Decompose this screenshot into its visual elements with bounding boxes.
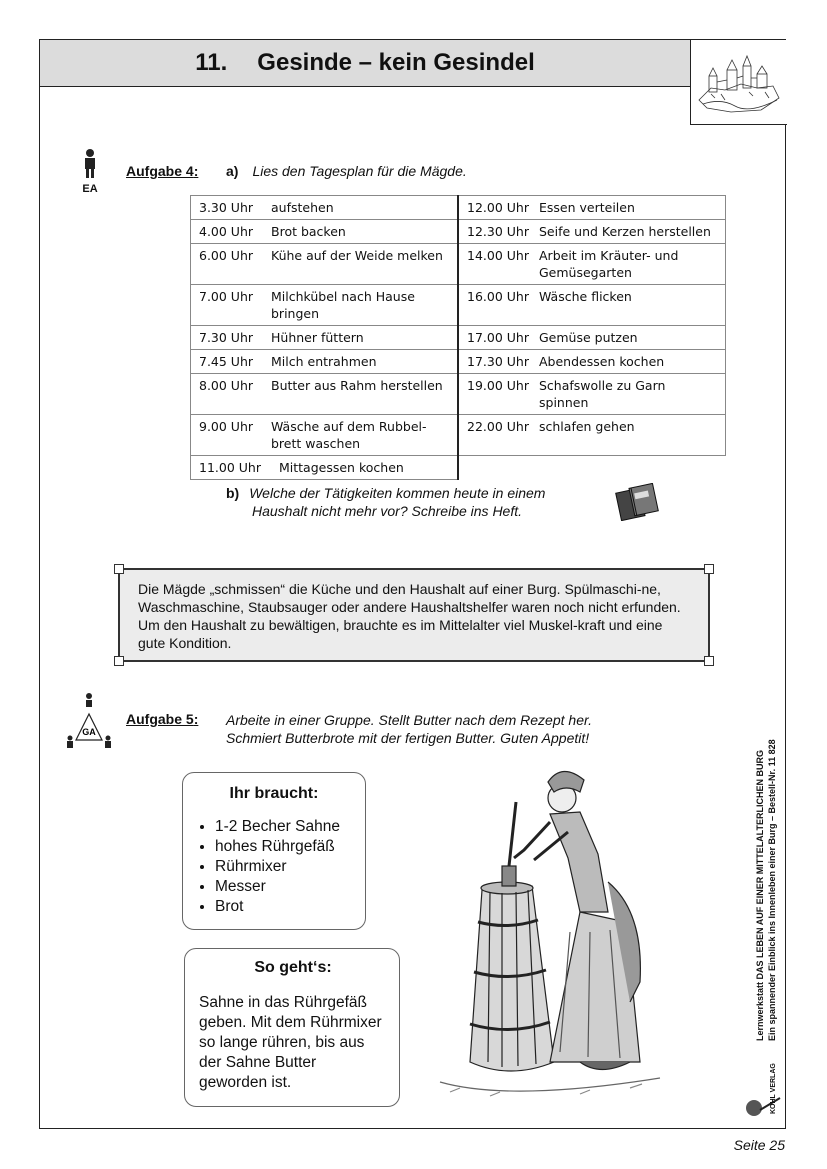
schedule-activity: Brot backen bbox=[271, 224, 346, 239]
schedule-activity: Kühe auf der Weide melken bbox=[271, 248, 443, 263]
table-row bbox=[191, 350, 726, 374]
schedule-activity: Essen verteilen bbox=[539, 200, 635, 215]
page-number: Seite 25 bbox=[733, 1137, 785, 1153]
list-item: • Messer bbox=[215, 877, 365, 897]
info-box-text: Die Mägde „schmissen“ die Küche und den Haushalt auf einer Burg. Spülmaschi-ne, Waschmaschine, Staubsauger oder andere Haushaltshelfer waren noch nicht erfunden. Um den Haushalt zu bewältigen, brauchte es im Mittelalter viel Muskel-kraft und eine gute Kondition. bbox=[138, 581, 681, 651]
schedule-activity: Wäsche auf dem Rubbel-brett waschen bbox=[271, 419, 427, 451]
schedule-activity: Hühner füttern bbox=[271, 330, 364, 345]
table-row bbox=[191, 285, 726, 326]
schedule-activity: Mittagessen kochen bbox=[279, 460, 404, 475]
schedule-time: 12.30 Uhr bbox=[467, 224, 529, 239]
schedule-time: 17.30 Uhr bbox=[467, 354, 529, 369]
table-row bbox=[191, 220, 726, 244]
instructions-text: Sahne in das Rührgefäß geben. Mit dem Rührmixer so lange rühren, bis aus der Sahne Butter geworden ist. bbox=[199, 994, 382, 1091]
schedule-time: 7.00 Uhr bbox=[199, 289, 254, 304]
task-4a-text: Lies den Tagesplan für die Mägde. bbox=[252, 163, 467, 179]
list-item: • Rührmixer bbox=[215, 857, 365, 877]
instructions-box bbox=[184, 948, 400, 1107]
schedule-time: 4.00 Uhr bbox=[199, 224, 254, 239]
individual-work-icon bbox=[78, 148, 102, 195]
schedule-activity: Milchkübel nach Hause bringen bbox=[271, 289, 415, 321]
schedule-activity: Butter aus Rahm herstellen bbox=[271, 378, 443, 393]
ingredients-list bbox=[183, 817, 365, 917]
schedule-time: 7.30 Uhr bbox=[199, 330, 254, 345]
publisher-logo bbox=[740, 1050, 784, 1120]
info-box bbox=[118, 568, 710, 662]
table-row bbox=[191, 456, 726, 480]
task-5-line-2: Schmiert Butterbrote mit der fertigen Butter. Guten Appetit! bbox=[226, 730, 590, 746]
butter-churn-maid-illustration bbox=[430, 762, 670, 1117]
table-row bbox=[191, 415, 726, 456]
schedule-activity: Gemüse putzen bbox=[539, 330, 638, 345]
sidebar-subtitle: Ein spannender Einblick ins Innenleben einer Burg – Bestell-Nr. 11 828 bbox=[767, 739, 777, 1041]
schedule-time: 17.00 Uhr bbox=[467, 330, 529, 345]
schedule-time: 9.00 Uhr bbox=[199, 419, 254, 434]
schedule-activity: aufstehen bbox=[271, 200, 334, 215]
page-title bbox=[40, 40, 691, 87]
list-item: • Brot bbox=[215, 897, 365, 917]
task-4-label: Aufgabe 4: bbox=[126, 163, 199, 179]
notebook-icon bbox=[614, 483, 660, 526]
chapter-number: 11. bbox=[195, 49, 228, 76]
ingredients-box bbox=[182, 772, 366, 930]
publisher-sidebar bbox=[750, 695, 792, 1045]
chapter-title: Gesinde – kein Gesindel bbox=[257, 49, 535, 76]
task-5-label: Aufgabe 5: bbox=[126, 711, 199, 727]
group-work-label: GA bbox=[82, 727, 96, 737]
schedule-time: 12.00 Uhr bbox=[467, 200, 529, 215]
schedule-activity: Wäsche flicken bbox=[539, 289, 632, 304]
publisher-logo-text: KOHL VERLAG bbox=[770, 1063, 777, 1114]
schedule-time: 14.00 Uhr bbox=[467, 248, 529, 263]
table-row bbox=[191, 244, 726, 285]
task-4b-letter: b) bbox=[226, 485, 240, 501]
individual-work-label: EA bbox=[82, 183, 98, 195]
schedule-time: 7.45 Uhr bbox=[199, 354, 254, 369]
instructions-heading: So geht‘s: bbox=[254, 959, 332, 976]
task-4a bbox=[226, 163, 467, 179]
list-item: • hohes Rührgefäß bbox=[215, 837, 365, 857]
schedule-time: 22.00 Uhr bbox=[467, 419, 529, 434]
schedule-activity: Milch entrahmen bbox=[271, 354, 377, 369]
task-4b-line-2: Haushalt nicht mehr vor? Schreibe ins Heft. bbox=[252, 503, 523, 519]
schedule-activity: schlafen gehen bbox=[539, 419, 635, 434]
group-work-icon bbox=[64, 692, 114, 755]
task-4b bbox=[226, 484, 545, 520]
task-4b-line-1: Welche der Tätigkeiten kommen heute in einem bbox=[249, 485, 546, 501]
list-item: • 1-2 Becher Sahne bbox=[215, 817, 365, 837]
schedule-time: 19.00 Uhr bbox=[467, 378, 529, 393]
task-5-line-1: Arbeite in einer Gruppe. Stellt Butter nach dem Rezept her. bbox=[226, 712, 593, 728]
daily-schedule-table bbox=[190, 195, 726, 480]
schedule-activity: Abendessen kochen bbox=[539, 354, 665, 369]
table-row bbox=[191, 326, 726, 350]
sidebar-series-title: Lernwerkstatt DAS LEBEN AUF EINER MITTELALTERLICHEN BURG bbox=[755, 749, 765, 1041]
table-row bbox=[191, 196, 726, 220]
task-5-text bbox=[226, 711, 592, 747]
castle-illustration bbox=[690, 40, 787, 125]
schedule-activity: Seife und Kerzen herstellen bbox=[539, 224, 711, 239]
task-4a-letter: a) bbox=[226, 163, 239, 179]
schedule-time: 11.00 Uhr bbox=[199, 460, 261, 475]
schedule-time: 6.00 Uhr bbox=[199, 248, 254, 263]
schedule-time: 8.00 Uhr bbox=[199, 378, 254, 393]
ingredients-heading: Ihr braucht: bbox=[229, 785, 319, 802]
schedule-time: 3.30 Uhr bbox=[199, 200, 254, 215]
table-row bbox=[191, 374, 726, 415]
schedule-activity: Arbeit im Kräuter- und Gemüsegarten bbox=[539, 248, 679, 280]
schedule-time: 16.00 Uhr bbox=[467, 289, 529, 304]
schedule-activity: Schafswolle zu Garn spinnen bbox=[539, 378, 666, 410]
